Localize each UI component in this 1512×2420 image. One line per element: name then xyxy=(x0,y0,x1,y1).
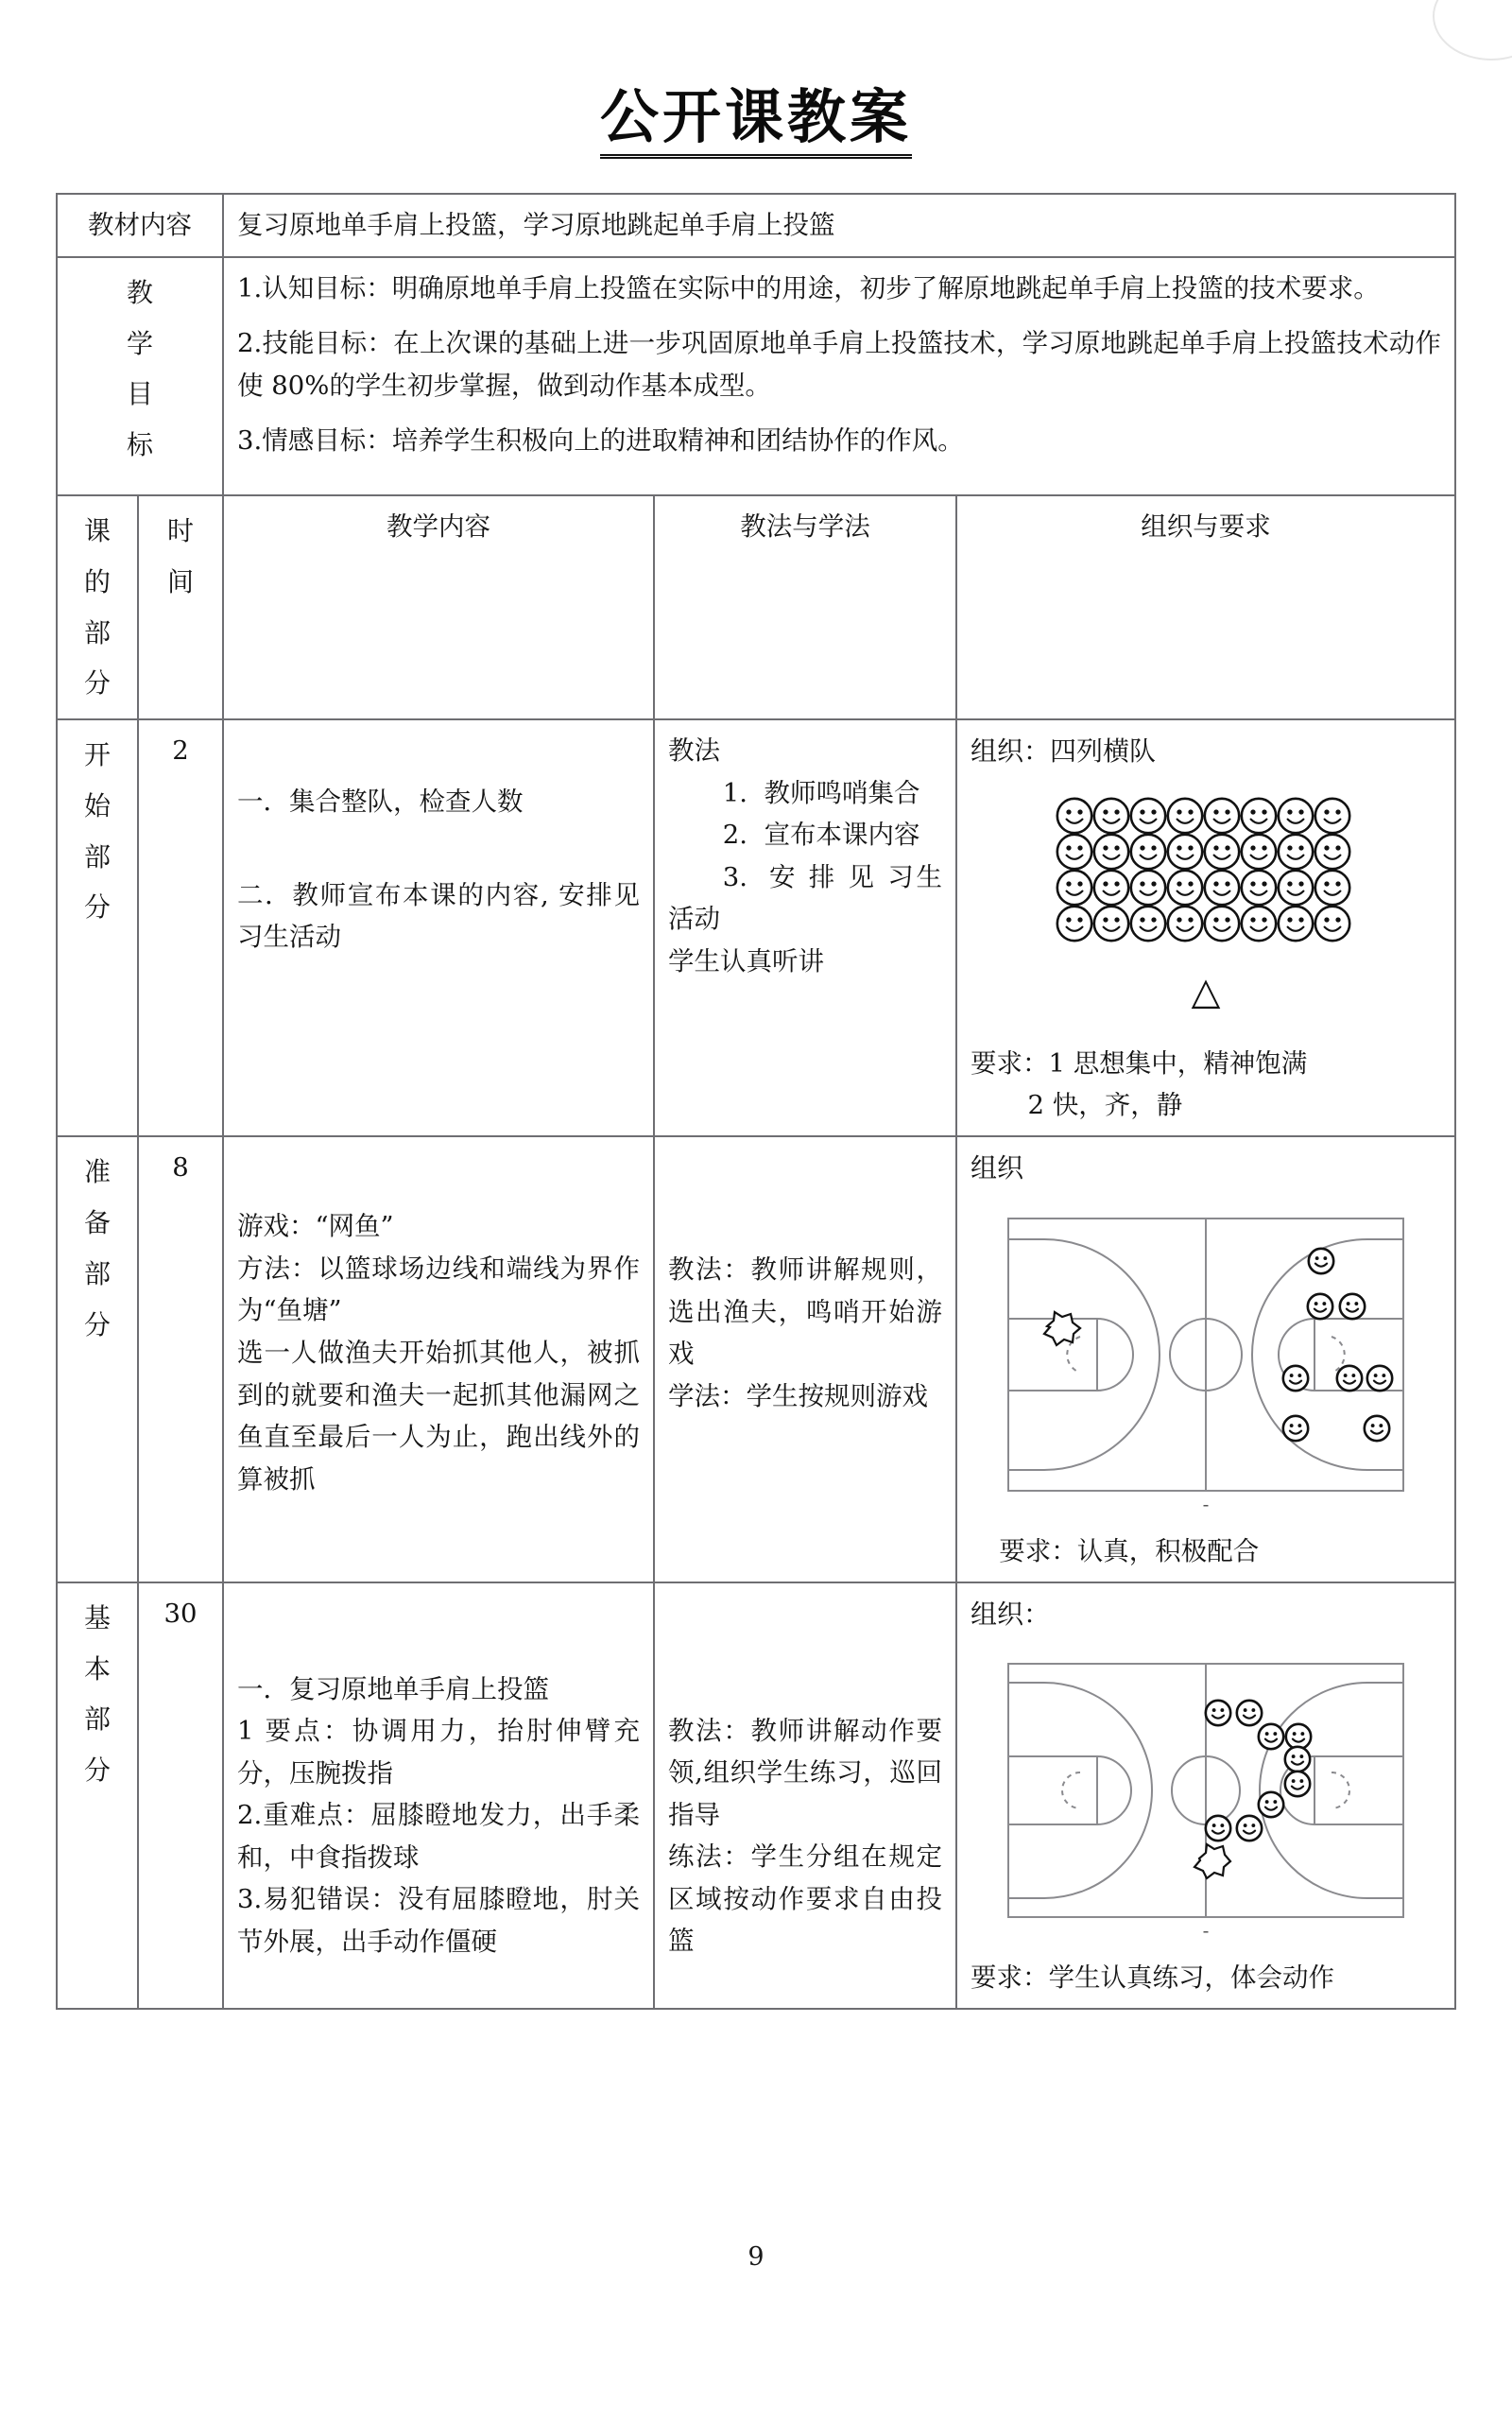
row2-part-char: 准 xyxy=(83,1156,111,1188)
row2-part-char: 备 xyxy=(83,1207,111,1239)
smiley-face-icon xyxy=(1240,869,1278,907)
smiley-face-icon xyxy=(1237,1701,1262,1725)
row3-part-char: 本 xyxy=(83,1652,111,1685)
header-part-char: 部 xyxy=(83,616,111,648)
row1-content xyxy=(223,719,654,1136)
smiley-face-icon xyxy=(1308,1294,1332,1319)
smiley-face-icon xyxy=(1092,905,1130,942)
smiley-face-icon xyxy=(1206,1701,1230,1725)
row1-req-line1: 要求：1 思想集中，精神饱满 xyxy=(970,1048,1308,1080)
header-organization: 组织与要求 xyxy=(956,495,1455,719)
court-caption: - xyxy=(1202,1492,1210,1515)
row2-content-line: 游戏：“网鱼” xyxy=(236,1211,394,1242)
smiley-face-icon xyxy=(1092,797,1130,835)
smiley-face-icon xyxy=(1166,833,1204,871)
row3-content xyxy=(223,1582,654,2009)
smiley-face-icon xyxy=(1367,1366,1392,1391)
row1-method-item xyxy=(668,814,942,856)
header-part-char: 分 xyxy=(83,667,111,700)
row3-organization xyxy=(956,1582,1455,2009)
smiley-face-icon xyxy=(1314,833,1351,871)
starburst-icon xyxy=(1194,1844,1230,1878)
smiley-face-icon xyxy=(1277,797,1314,835)
header-method: 教法与学法 xyxy=(654,495,956,719)
row1-method-number: 2. xyxy=(722,820,747,851)
row3-part-char: 基 xyxy=(83,1601,111,1634)
smiley-face-icon xyxy=(1056,833,1093,871)
spacer xyxy=(237,823,640,874)
smiley-face-icon xyxy=(1309,1249,1333,1273)
row1-content-line: 一．集合整队，检查人数 xyxy=(236,786,524,818)
row1-part-char: 分 xyxy=(83,891,111,924)
smiley-face-icon xyxy=(1237,1816,1262,1841)
row2-method-line: 学法：学生按规则游戏 xyxy=(667,1381,928,1412)
objective-item: 1.认知目标：明确原地单手肩上投篮在实际中的用途，初步了解原地跳起单手肩上投篮的技术要求。 xyxy=(236,272,1380,303)
lesson-plan-table xyxy=(56,193,1456,2010)
objectives-label-char: 目 xyxy=(126,378,153,410)
row2-method-line: 教法：教师讲解规则，选出渔夫，鸣哨开始游戏 xyxy=(667,1254,942,1370)
smiley-face-icon xyxy=(1277,905,1314,942)
teacher-position-marker: △ xyxy=(1191,970,1221,1014)
objectives-label-char: 学 xyxy=(126,327,153,359)
row3-time: 30 xyxy=(138,1582,223,2009)
row2-time: 8 xyxy=(138,1136,223,1582)
row2-organization xyxy=(956,1136,1455,1582)
smiley-face-icon xyxy=(1259,1792,1283,1817)
row3-method-line: 教法：教师讲解动作要领,组织学生练习，巡回指导 xyxy=(667,1715,942,1830)
header-part xyxy=(57,495,138,719)
row2-method xyxy=(654,1136,956,1582)
smiley-face-icon xyxy=(1166,905,1204,942)
row3-requirements xyxy=(971,1957,1441,1998)
smiley-face-icon xyxy=(1056,797,1093,835)
row2-part-label xyxy=(57,1136,138,1582)
basketball-court-diagram-practice xyxy=(1003,1658,1409,1943)
row1-method xyxy=(654,719,956,1136)
title-area xyxy=(0,0,1512,168)
row1-method-number: 1. xyxy=(722,777,747,808)
objective-item: 3.情感目标：培养学生积极向上的进取精神和团结协作的作风。 xyxy=(236,425,964,457)
smiley-face-icon xyxy=(1092,833,1130,871)
row1-content-line: 二．教师宣布本课的内容, 安排见习生活动 xyxy=(236,879,640,953)
objectives-label-char: 教 xyxy=(126,276,153,308)
table-row-preparation xyxy=(57,1136,1455,1582)
header-part-char: 的 xyxy=(83,565,111,597)
smiley-face-icon xyxy=(1259,1724,1283,1749)
row3-method-line: 练法：学生分组在规定区域按动作要求自由投篮 xyxy=(667,1841,942,1957)
smiley-face-icon xyxy=(1056,905,1093,942)
material-value: 复习原地单手肩上投篮，学习原地跳起单手肩上投篮 xyxy=(223,194,1455,257)
header-content: 教学内容 xyxy=(223,495,654,719)
table-row-objectives xyxy=(57,257,1455,495)
smiley-face-icon xyxy=(1337,1366,1362,1391)
smiley-face-icon xyxy=(1166,797,1204,835)
row1-requirements xyxy=(971,1043,1441,1126)
objectives-content xyxy=(223,257,1455,495)
row3-req-line1: 要求：学生认真练习，体会动作 xyxy=(970,1962,1334,1994)
row3-method xyxy=(654,1582,956,2009)
table-row-main xyxy=(57,1582,1455,2009)
page-title: 公开课教案 xyxy=(600,83,912,159)
row1-method-footer: 学生认真听讲 xyxy=(667,945,824,977)
row1-method-text: 教师鸣哨集合 xyxy=(764,777,920,808)
court-caption: - xyxy=(1202,1919,1210,1943)
smiley-face-icon xyxy=(1240,905,1278,942)
row1-time: 2 xyxy=(138,719,223,1136)
court-svg xyxy=(1003,1213,1409,1496)
row1-part-char: 始 xyxy=(83,789,111,821)
formation-row xyxy=(1056,905,1356,941)
formation-row xyxy=(1056,869,1356,905)
row1-part-char: 开 xyxy=(83,739,111,771)
formation-row xyxy=(1056,797,1356,833)
header-time-char: 间 xyxy=(166,565,194,597)
smiley-face-icon xyxy=(1203,869,1241,907)
smiley-face-icon xyxy=(1166,869,1204,907)
row1-organization xyxy=(956,719,1455,1136)
smiley-face-icon xyxy=(1286,1724,1311,1749)
smiley-face-icon xyxy=(1314,797,1351,835)
row3-content-line: 1 要点：协调用力，抬肘伸臂充分，压腕拨指 xyxy=(236,1716,640,1789)
smiley-face-icon xyxy=(1203,833,1241,871)
smiley-face-icon xyxy=(1240,797,1278,835)
row2-org-label: 组织 xyxy=(970,1152,1023,1184)
table-row-beginning xyxy=(57,719,1455,1136)
objective-item: 2.技能目标：在上次课的基础上进一步巩固原地单手肩上投篮技术，学习原地跳起单手肩上投篮技术动作使 80%的学生初步掌握，做到动作基本成型。 xyxy=(236,328,1441,401)
row3-org-label: 组织： xyxy=(970,1598,1050,1630)
header-part-char: 课 xyxy=(83,515,111,547)
court-svg xyxy=(1003,1658,1409,1923)
row3-part-label xyxy=(57,1582,138,2009)
objectives-label-char: 标 xyxy=(126,429,153,461)
smiley-face-icon xyxy=(1129,905,1167,942)
material-label: 教材内容 xyxy=(57,194,223,257)
header-time xyxy=(138,495,223,719)
smiley-face-icon xyxy=(1277,833,1314,871)
smiley-face-icon xyxy=(1285,1772,1310,1796)
smiley-face-icon xyxy=(1314,869,1351,907)
basketball-court-diagram-game xyxy=(1003,1213,1409,1515)
smiley-face-icon xyxy=(1203,797,1241,835)
smiley-face-icon xyxy=(1092,869,1130,907)
row1-method-number: 3. xyxy=(722,861,747,892)
smiley-face-icon xyxy=(1129,869,1167,907)
smiley-face-icon xyxy=(1240,833,1278,871)
smiley-face-icon xyxy=(1129,797,1167,835)
table-header-row xyxy=(57,495,1455,719)
row1-method-item xyxy=(668,856,942,941)
starburst-icon xyxy=(1044,1312,1080,1345)
smiley-face-icon xyxy=(1340,1294,1365,1319)
smiley-face-icon xyxy=(1314,905,1351,942)
row3-content-line: 一．复习原地单手肩上投篮 xyxy=(236,1673,549,1704)
row3-part-char: 分 xyxy=(83,1754,111,1786)
table-row-material xyxy=(57,194,1455,257)
row3-content-line: 2.重难点：屈膝瞪地发力，出手柔和，中食指拨球 xyxy=(236,1800,640,1873)
row3-content-line: 3.易犯错误：没有屈膝瞪地，肘关节外展，出手动作僵硬 xyxy=(236,1884,640,1958)
row1-method-heading: 教法 xyxy=(667,735,720,767)
row1-method-text: 安 排 见 习生活动 xyxy=(667,861,942,935)
row2-req-line1: 要求：认真，积极配合 xyxy=(999,1535,1260,1566)
smiley-face-icon xyxy=(1206,1816,1230,1841)
row2-part-char: 分 xyxy=(83,1308,111,1340)
row2-part-char: 部 xyxy=(83,1257,111,1289)
smiley-face-icon xyxy=(1277,869,1314,907)
formation-diagram xyxy=(1056,797,1356,941)
row3-part-char: 部 xyxy=(83,1703,111,1736)
smiley-face-icon xyxy=(1283,1366,1308,1391)
smiley-face-icon xyxy=(1285,1747,1310,1772)
row1-req-line2: 2 快，齐，静 xyxy=(1027,1090,1183,1121)
court-face-group xyxy=(1283,1227,1409,1487)
row2-content-line: 选一人做渔夫开始抓其他人，被抓到的就要和渔夫一起抓其他漏网之鱼直至最后一人为止，跑出线外的算被抓 xyxy=(236,1338,640,1495)
header-time-char: 时 xyxy=(166,515,194,547)
page-number: 9 xyxy=(747,2242,765,2272)
row2-content xyxy=(223,1136,654,1582)
row2-requirements xyxy=(971,1530,1441,1572)
row2-content-line: 方法：以篮球场边线和端线为界作为“鱼塘” xyxy=(236,1253,640,1326)
row1-part-label xyxy=(57,719,138,1136)
smiley-face-icon xyxy=(1056,869,1093,907)
row1-method-text: 宣布本课内容 xyxy=(764,820,920,851)
court-face-group xyxy=(1206,1701,1409,1841)
smiley-face-icon xyxy=(1203,905,1241,942)
smiley-face-icon xyxy=(1365,1416,1389,1441)
smiley-face-icon xyxy=(1129,833,1167,871)
formation-row xyxy=(1056,833,1356,869)
row1-part-char: 部 xyxy=(83,840,111,873)
objectives-label xyxy=(57,257,223,495)
row1-method-item xyxy=(668,772,942,815)
smiley-face-icon xyxy=(1283,1416,1308,1441)
row1-org-label: 组织：四列横队 xyxy=(970,735,1156,768)
